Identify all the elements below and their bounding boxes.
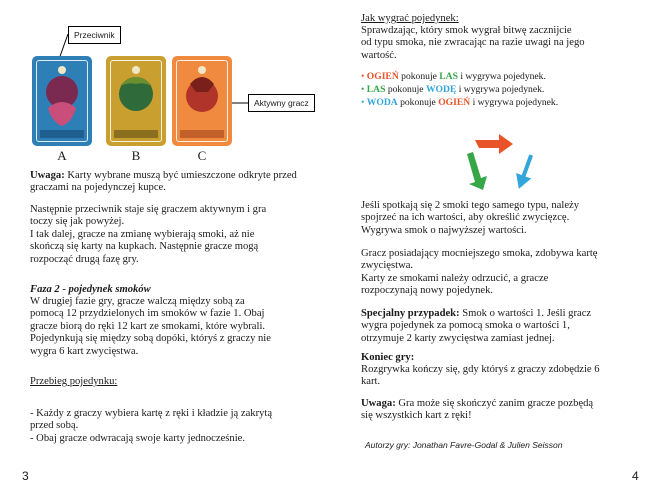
rule-winner: OGIEŃ: [366, 71, 399, 82]
water-arrow-icon: [511, 152, 535, 191]
phase2-paragraph: [30, 296, 320, 358]
rule-loser: OGIEŃ: [438, 97, 471, 108]
card-letter-b: B: [131, 148, 141, 163]
list-item: przed sobą.: [30, 420, 79, 432]
text-line: W drugiej fazie gry, gracze walczą między sobą za: [30, 296, 245, 307]
dragon-card-c: [172, 56, 232, 146]
rule-mid: pokonuje: [397, 97, 439, 108]
text-line: wygra 6 kart zwycięstwa.: [30, 345, 139, 357]
callout-opponent-text: Przeciwnik: [74, 30, 115, 40]
page-number-left: 3: [22, 469, 29, 483]
text-line: zwycięstwa.: [361, 260, 414, 272]
note-text: Karty wybrane muszą być umieszczone odkryte przed graczami na pojedynczej kupce.: [30, 170, 297, 194]
text-line: gracze biorą do ręki 12 kart ze smokami, które wybrali.: [30, 320, 266, 332]
game-authors-credit: Autorzy gry: Jonathan Favre-Godal & Julien Seisson: [365, 440, 563, 450]
rule-water-beats-fire: [361, 97, 558, 109]
phase2-heading: Faza 2 - pojedynek smoków: [30, 284, 151, 295]
special-case-paragraph: [361, 308, 651, 345]
text-line: Pojedynkują się między sobą dopóki, któryś z graczy nie: [30, 333, 271, 345]
special-case-label: Specjalny przypadek:: [361, 308, 460, 319]
rule-bullet: •: [361, 97, 365, 108]
rule-end: i wygrywa pojedynek.: [470, 97, 559, 108]
page-number-right: 4: [632, 469, 639, 483]
rule-winner: LAS: [366, 84, 386, 95]
text-line: Gra może się skończyć zanim gracze pozbędą: [395, 398, 594, 409]
rule-forest-beats-water: [361, 84, 544, 96]
text-line: Jeśli spotkają się 2 smoki tego samego typu, należy: [361, 200, 580, 211]
forest-arrow-icon: [467, 152, 487, 190]
end-game-paragraph: [361, 364, 651, 389]
right-note-paragraph: [361, 398, 651, 423]
text-line: Wygrywa smok o najwyższej wartości.: [361, 224, 527, 236]
text-line: spojrzeć na ich wartości, aby określić zwycięzcę.: [361, 212, 570, 224]
rule-loser: WODĘ: [425, 84, 457, 95]
text-line: toczy się jak powyżej.: [30, 216, 125, 228]
win-heading: Jak wygrać pojedynek:: [361, 13, 459, 24]
dragon-card-b: [106, 56, 166, 146]
text-line: Rozgrywka kończy się, gdy któryś z graczy zdobędzie 6: [361, 364, 600, 375]
same-type-paragraph: [361, 200, 651, 237]
note-label: Uwaga:: [30, 170, 65, 181]
text-line: wartość.: [361, 49, 397, 61]
note-label: Uwaga:: [361, 398, 396, 409]
callout-active-text: Aktywny gracz: [254, 98, 309, 108]
card-letter-a: A: [57, 148, 67, 163]
rule-end: i wygrywa pojedynek.: [456, 84, 545, 95]
text-line: pomocą 12 przydzielonych im smoków w fazie 1. Obaj: [30, 308, 265, 320]
text-line: skończą się karty na kupkach. Następnie gracze mogą: [30, 241, 259, 253]
fire-arrow-icon: [475, 134, 513, 154]
rule-bullet: •: [361, 71, 365, 82]
element-cycle-arrows-icon: [461, 132, 535, 192]
stronger-dragon-paragraph: [361, 248, 651, 298]
duel-steps-list: [30, 408, 320, 445]
text-line: Następnie przeciwnik staje się graczem aktywnym i gra: [30, 204, 267, 215]
card-letter-c: C: [197, 148, 207, 163]
rule-loser: LAS: [439, 71, 458, 82]
rule-winner: WODA: [366, 97, 398, 108]
callout-active-player: [248, 94, 315, 112]
rule-mid: pokonuje: [385, 84, 426, 95]
text-line: wygra pojedynek za pomocą smoka o wartości 1,: [361, 320, 570, 332]
rule-bullet: •: [361, 84, 365, 95]
text-line: kart.: [361, 376, 381, 388]
right-page: [331, 0, 662, 497]
text-line: rozpoczynają nowy pojedynek.: [361, 285, 494, 297]
text-line: Gracz posiadający mocniejszego smoka, zdobywa kartę: [361, 248, 598, 259]
text-line: Smok o wartości 1. Jeśli gracz: [459, 308, 592, 319]
text-line: rozpocząć drugą fazę gry.: [30, 253, 139, 265]
list-item: - Każdy z graczy wybiera kartę z ręki i kładzie ją zakrytą: [30, 408, 273, 419]
text-line: I tak dalej, gracze na zmianę wybierają smoki, aż nie: [30, 228, 255, 240]
text-line: otrzymuje 2 karty zwycięstwa zamiast jednej.: [361, 332, 555, 344]
text-line: się wszystkich kart z ręki!: [361, 410, 472, 422]
note-paragraph: [30, 170, 300, 195]
rule-mid: pokonuje: [398, 71, 440, 82]
list-item: - Obaj gracze odwracają swoje karty jednocześnie.: [30, 432, 246, 444]
win-paragraph: [361, 25, 651, 62]
end-game-heading: Koniec gry:: [361, 352, 415, 363]
text-line: Sprawdzając, który smok wygrał bitwę zacznijcie: [361, 25, 572, 36]
rule-end: i wygrywa pojedynek.: [457, 71, 546, 82]
text-line: Karty ze smokami należy odrzucić, a gracze: [361, 272, 549, 284]
dragon-card-a: [32, 56, 92, 146]
paragraph-next-turn: [30, 204, 320, 266]
duel-course-heading: Przebieg pojedynku:: [30, 376, 118, 387]
rule-fire-beats-forest: [361, 71, 546, 83]
text-line: od typu smoka, nie zwracając na razie uwagi na jego: [361, 37, 585, 49]
